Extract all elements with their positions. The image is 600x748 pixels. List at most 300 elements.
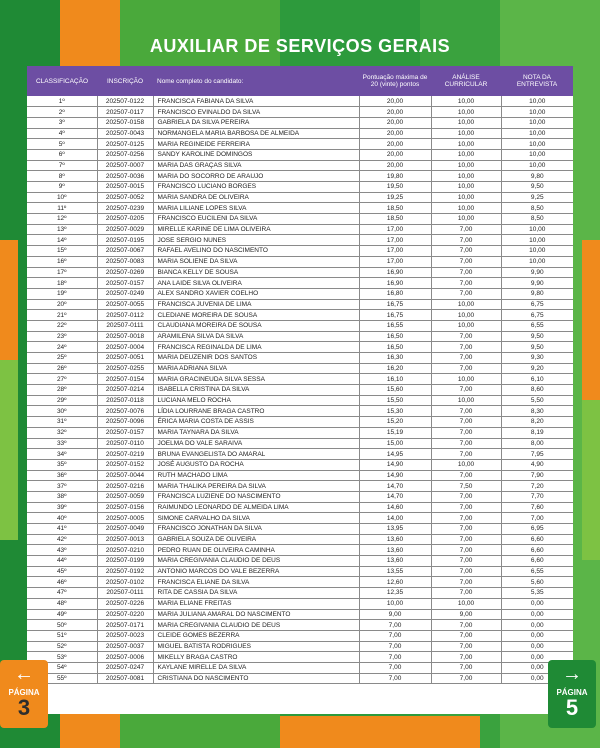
table-row xyxy=(27,417,573,428)
table-row xyxy=(27,331,573,342)
candidate-name-cell: FRANCISCA JUVENIA DE LIMA xyxy=(153,299,359,310)
registration-cell: 202507-0005 xyxy=(97,513,153,524)
curriculum-score-cell: 7,00 xyxy=(431,267,501,278)
registration-cell: 202507-0096 xyxy=(97,417,153,428)
candidate-name-cell: MARIA ADRIANA SILVA xyxy=(153,363,359,374)
table-row xyxy=(27,588,573,599)
rank-cell: 15º xyxy=(27,246,97,257)
table-row xyxy=(27,288,573,299)
total-score-cell: 19,80 xyxy=(359,171,431,182)
table-row xyxy=(27,566,573,577)
candidate-name-cell: RUTH MACHADO LIMA xyxy=(153,470,359,481)
registration-cell: 202507-0216 xyxy=(97,481,153,492)
curriculum-score-cell: 7,00 xyxy=(431,406,501,417)
table-row xyxy=(27,491,573,502)
candidate-name-cell: CLEDIANE MOREIRA DE SOUSA xyxy=(153,310,359,321)
table-row xyxy=(27,363,573,374)
candidate-name-cell: ARAMILENA SILVA DA SILVA xyxy=(153,331,359,342)
rank-cell: 51º xyxy=(27,630,97,641)
curriculum-score-cell: 7,00 xyxy=(431,673,501,684)
total-score-cell: 12,35 xyxy=(359,588,431,599)
table-row xyxy=(27,139,573,150)
total-score-cell: 7,00 xyxy=(359,620,431,631)
curriculum-score-cell: 7,00 xyxy=(431,556,501,567)
interview-score-cell: 4,90 xyxy=(501,459,573,470)
table-row xyxy=(27,652,573,663)
interview-score-cell: 9,20 xyxy=(501,363,573,374)
registration-cell: 202507-0102 xyxy=(97,577,153,588)
registration-cell: 202507-0067 xyxy=(97,246,153,257)
curriculum-score-cell: 10,00 xyxy=(431,320,501,331)
registration-cell: 202507-0015 xyxy=(97,182,153,193)
interview-score-cell: 0,00 xyxy=(501,609,573,620)
rank-cell: 37º xyxy=(27,481,97,492)
total-score-cell: 18,50 xyxy=(359,203,431,214)
candidate-name-cell: FRANCISCO LUCIANO BORGES xyxy=(153,182,359,193)
total-score-cell: 16,10 xyxy=(359,374,431,385)
total-score-cell: 15,50 xyxy=(359,395,431,406)
registration-cell: 202507-0052 xyxy=(97,192,153,203)
registration-cell: 202507-0157 xyxy=(97,427,153,438)
interview-score-cell: 10,00 xyxy=(501,160,573,171)
candidate-name-cell: FRANCISCA FABIANA DA SILVA xyxy=(153,96,359,107)
total-score-cell: 16,50 xyxy=(359,331,431,342)
curriculum-score-cell: 10,00 xyxy=(431,96,501,107)
candidate-name-cell: MIRELLE KARINE DE LIMA OLIVEIRA xyxy=(153,224,359,235)
registration-cell: 202507-0117 xyxy=(97,107,153,118)
rank-cell: 48º xyxy=(27,598,97,609)
total-score-cell: 19,50 xyxy=(359,182,431,193)
table-row xyxy=(27,449,573,460)
registration-cell: 202507-0192 xyxy=(97,566,153,577)
interview-score-cell: 10,00 xyxy=(501,117,573,128)
candidate-name-cell: JOSÉ AUGUSTO DA ROCHA xyxy=(153,459,359,470)
interview-score-cell: 0,00 xyxy=(501,630,573,641)
total-score-cell: 9,00 xyxy=(359,609,431,620)
curriculum-score-cell: 7,00 xyxy=(431,545,501,556)
candidate-name-cell: MARIA REGINEIDE FERREIRA xyxy=(153,139,359,150)
registration-cell: 202507-0081 xyxy=(97,673,153,684)
table-row xyxy=(27,342,573,353)
curriculum-score-cell: 7,00 xyxy=(431,620,501,631)
table-row xyxy=(27,556,573,567)
candidate-name-cell: MARIA DO SOCORRO DE ARAUJO xyxy=(153,171,359,182)
interview-score-cell: 9,30 xyxy=(501,353,573,364)
interview-score-cell: 8,30 xyxy=(501,406,573,417)
rank-cell: 5º xyxy=(27,139,97,150)
rank-cell: 24º xyxy=(27,342,97,353)
next-page-label: PÁGINA xyxy=(556,688,588,697)
curriculum-score-cell: 7,00 xyxy=(431,417,501,428)
candidate-name-cell: KAYLANE MIRELLE DA SILVA xyxy=(153,662,359,673)
arrow-left-icon: ← xyxy=(14,663,34,685)
interview-score-cell: 8,50 xyxy=(501,214,573,225)
table-row xyxy=(27,385,573,396)
registration-cell: 202507-0055 xyxy=(97,299,153,310)
registration-cell: 202507-0110 xyxy=(97,438,153,449)
interview-score-cell: 10,00 xyxy=(501,235,573,246)
registration-cell: 202507-0214 xyxy=(97,385,153,396)
total-score-cell: 7,00 xyxy=(359,630,431,641)
rank-cell: 53º xyxy=(27,652,97,663)
curriculum-score-cell: 10,00 xyxy=(431,128,501,139)
interview-score-cell: 6,60 xyxy=(501,545,573,556)
registration-cell: 202507-0220 xyxy=(97,609,153,620)
total-score-cell: 16,80 xyxy=(359,288,431,299)
registration-cell: 202507-0059 xyxy=(97,491,153,502)
total-score-cell: 13,60 xyxy=(359,545,431,556)
curriculum-score-cell: 10,00 xyxy=(431,192,501,203)
candidate-name-cell: MARIA ELIANE FREITAS xyxy=(153,598,359,609)
total-score-cell: 13,95 xyxy=(359,524,431,535)
curriculum-score-cell: 10,00 xyxy=(431,374,501,385)
registration-cell: 202507-0004 xyxy=(97,342,153,353)
registration-cell: 202507-0007 xyxy=(97,160,153,171)
candidate-name-cell: MARIA DAS GRAÇAS SILVA xyxy=(153,160,359,171)
interview-score-cell: 9,50 xyxy=(501,342,573,353)
column-header: CLASSIFICAÇÃO xyxy=(35,77,88,85)
page-title: AUXILIAR DE SERVIÇOS GERAIS xyxy=(149,36,451,56)
candidate-name-cell: MARIA CREGIVANIA CLAUDIO DE DEUS xyxy=(153,620,359,631)
table-row xyxy=(27,438,573,449)
registration-cell: 202507-0195 xyxy=(97,235,153,246)
interview-score-cell: 9,90 xyxy=(501,267,573,278)
rank-cell: 40º xyxy=(27,513,97,524)
rank-cell: 31º xyxy=(27,417,97,428)
total-score-cell: 15,20 xyxy=(359,417,431,428)
candidate-name-cell: NORMANGELA MARIA BARBOSA DE ALMEIDA xyxy=(153,128,359,139)
total-score-cell: 7,00 xyxy=(359,662,431,673)
total-score-cell: 16,50 xyxy=(359,342,431,353)
rank-cell: 23º xyxy=(27,331,97,342)
rank-cell: 19º xyxy=(27,288,97,299)
rank-cell: 27º xyxy=(27,374,97,385)
rank-cell: 3º xyxy=(27,117,97,128)
interview-score-cell: 6,95 xyxy=(501,524,573,535)
total-score-cell: 16,90 xyxy=(359,278,431,289)
interview-score-cell: 6,60 xyxy=(501,556,573,567)
table-row xyxy=(27,117,573,128)
total-score-cell: 7,00 xyxy=(359,673,431,684)
rank-cell: 49º xyxy=(27,609,97,620)
candidate-name-cell: FRANCISCA ELIANE DA SILVA xyxy=(153,577,359,588)
total-score-cell: 13,55 xyxy=(359,566,431,577)
curriculum-score-cell: 7,00 xyxy=(431,256,501,267)
curriculum-score-cell: 10,00 xyxy=(431,310,501,321)
registration-cell: 202507-0049 xyxy=(97,524,153,535)
interview-score-cell: 6,55 xyxy=(501,320,573,331)
curriculum-score-cell: 10,00 xyxy=(431,299,501,310)
candidate-name-cell: ÉRICA MARIA COSTA DE ASSIS xyxy=(153,417,359,428)
curriculum-score-cell: 7,00 xyxy=(431,331,501,342)
rank-cell: 38º xyxy=(27,491,97,502)
rank-cell: 47º xyxy=(27,588,97,599)
registration-cell: 202507-0023 xyxy=(97,630,153,641)
curriculum-score-cell: 7,00 xyxy=(431,566,501,577)
total-score-cell: 17,00 xyxy=(359,256,431,267)
registration-cell: 202507-0111 xyxy=(97,320,153,331)
curriculum-score-cell: 7,50 xyxy=(431,481,501,492)
rank-cell: 46º xyxy=(27,577,97,588)
candidate-name-cell: MARIA GRACINEUDA SILVA SESSA xyxy=(153,374,359,385)
interview-score-cell: 0,00 xyxy=(501,641,573,652)
curriculum-score-cell: 7,00 xyxy=(431,342,501,353)
table-row xyxy=(27,577,573,588)
prev-page-button[interactable] xyxy=(0,660,48,728)
table-row xyxy=(27,160,573,171)
curriculum-score-cell: 7,00 xyxy=(431,513,501,524)
total-score-cell: 20,00 xyxy=(359,160,431,171)
table-row xyxy=(27,395,573,406)
registration-cell: 202507-0152 xyxy=(97,459,153,470)
candidate-name-cell: MARIA JULIANA AMARAL DO NASCIMENTO xyxy=(153,609,359,620)
total-score-cell: 14,90 xyxy=(359,470,431,481)
table-row xyxy=(27,107,573,118)
candidate-name-cell: MARIA LILIANE LOPES SILVA xyxy=(153,203,359,214)
total-score-cell: 17,00 xyxy=(359,246,431,257)
candidate-name-cell: FRANCISCA REGINALDA DE LIMA xyxy=(153,342,359,353)
registration-cell: 202507-0154 xyxy=(97,374,153,385)
curriculum-score-cell: 10,00 xyxy=(431,139,501,150)
curriculum-score-cell: 10,00 xyxy=(431,107,501,118)
registration-cell: 202507-0118 xyxy=(97,395,153,406)
table-row xyxy=(27,662,573,673)
table-row xyxy=(27,310,573,321)
candidate-name-cell: LÍDIA LOURRANE BRAGA CASTRO xyxy=(153,406,359,417)
interview-score-cell: 10,00 xyxy=(501,107,573,118)
interview-score-cell: 9,50 xyxy=(501,331,573,342)
rank-cell: 32º xyxy=(27,427,97,438)
interview-score-cell: 10,00 xyxy=(501,246,573,257)
rank-cell: 21º xyxy=(27,310,97,321)
rank-cell: 26º xyxy=(27,363,97,374)
candidate-name-cell: LUCIANA MELO ROCHA xyxy=(153,395,359,406)
rank-cell: 7º xyxy=(27,160,97,171)
rank-cell: 11º xyxy=(27,203,97,214)
total-score-cell: 10,00 xyxy=(359,598,431,609)
interview-score-cell: 10,00 xyxy=(501,139,573,150)
table-row xyxy=(27,267,573,278)
table-row xyxy=(27,481,573,492)
interview-score-cell: 8,50 xyxy=(501,203,573,214)
rank-cell: 33º xyxy=(27,438,97,449)
curriculum-score-cell: 7,00 xyxy=(431,224,501,235)
registration-cell: 202507-0006 xyxy=(97,652,153,663)
table-row xyxy=(27,406,573,417)
registration-cell: 202507-0036 xyxy=(97,171,153,182)
results-table-card xyxy=(27,66,573,714)
rank-cell: 13º xyxy=(27,224,97,235)
candidate-name-cell: MARIA TAYNARA DA SILVA xyxy=(153,427,359,438)
registration-cell: 202507-0043 xyxy=(97,128,153,139)
registration-cell: 202507-0037 xyxy=(97,641,153,652)
curriculum-score-cell: 10,00 xyxy=(431,160,501,171)
table-row xyxy=(27,630,573,641)
curriculum-score-cell: 7,00 xyxy=(431,577,501,588)
candidate-name-cell: ALEX SANDRO XAVIER COELHO xyxy=(153,288,359,299)
rank-cell: 28º xyxy=(27,385,97,396)
curriculum-score-cell: 7,00 xyxy=(431,534,501,545)
candidate-name-cell: MARIA DEUZENIR DOS SANTOS xyxy=(153,353,359,364)
interview-score-cell: 7,95 xyxy=(501,449,573,460)
interview-score-cell: 8,00 xyxy=(501,438,573,449)
rank-cell: 41º xyxy=(27,524,97,535)
total-score-cell: 13,60 xyxy=(359,534,431,545)
candidate-name-cell: SANDY KAROLINE DOMINGOS xyxy=(153,149,359,160)
interview-score-cell: 6,10 xyxy=(501,374,573,385)
interview-score-cell: 0,00 xyxy=(501,662,573,673)
registration-cell: 202507-0158 xyxy=(97,117,153,128)
total-score-cell: 20,00 xyxy=(359,128,431,139)
rank-cell: 1º xyxy=(27,96,97,107)
rank-cell: 18º xyxy=(27,278,97,289)
registration-cell: 202507-0199 xyxy=(97,556,153,567)
rank-cell: 17º xyxy=(27,267,97,278)
rank-cell: 4º xyxy=(27,128,97,139)
registration-cell: 202507-0239 xyxy=(97,203,153,214)
table-row xyxy=(27,374,573,385)
candidate-name-cell: MARIA THALIKA PEREIRA DA SILVA xyxy=(153,481,359,492)
interview-score-cell: 6,60 xyxy=(501,534,573,545)
registration-cell: 202507-0269 xyxy=(97,267,153,278)
curriculum-score-cell: 7,00 xyxy=(431,652,501,663)
curriculum-score-cell: 9,00 xyxy=(431,609,501,620)
registration-cell: 202507-0018 xyxy=(97,331,153,342)
prev-page-number: 3 xyxy=(17,695,31,720)
total-score-cell: 15,30 xyxy=(359,406,431,417)
interview-score-cell: 9,80 xyxy=(501,288,573,299)
curriculum-score-cell: 7,00 xyxy=(431,630,501,641)
candidate-name-cell: MIKELLY BRAGA CASTRO xyxy=(153,652,359,663)
curriculum-score-cell: 7,00 xyxy=(431,588,501,599)
column-header: NOTA DA ENTREVISTA xyxy=(516,74,558,88)
interview-score-cell: 6,75 xyxy=(501,299,573,310)
curriculum-score-cell: 7,00 xyxy=(431,427,501,438)
curriculum-score-cell: 7,00 xyxy=(431,641,501,652)
curriculum-score-cell: 10,00 xyxy=(431,171,501,182)
table-row xyxy=(27,256,573,267)
interview-score-cell: 5,60 xyxy=(501,577,573,588)
rank-cell: 34º xyxy=(27,449,97,460)
interview-score-cell: 7,70 xyxy=(501,491,573,502)
rank-cell: 10º xyxy=(27,192,97,203)
total-score-cell: 14,70 xyxy=(359,481,431,492)
interview-score-cell: 5,35 xyxy=(501,588,573,599)
rank-cell: 9º xyxy=(27,182,97,193)
candidate-name-cell: MIGUEL BATISTA RODRIGUES xyxy=(153,641,359,652)
total-score-cell: 7,00 xyxy=(359,652,431,663)
interview-score-cell: 6,55 xyxy=(501,566,573,577)
curriculum-score-cell: 10,00 xyxy=(431,203,501,214)
interview-score-cell: 9,90 xyxy=(501,278,573,289)
table-row xyxy=(27,459,573,470)
rank-cell: 29º xyxy=(27,395,97,406)
rank-cell: 54º xyxy=(27,662,97,673)
curriculum-score-cell: 10,00 xyxy=(431,459,501,470)
registration-cell: 202507-0029 xyxy=(97,224,153,235)
registration-cell: 202507-0226 xyxy=(97,598,153,609)
interview-score-cell: 9,25 xyxy=(501,192,573,203)
candidate-name-cell: MARIA CREGIVANIA CLAUDIO DE DEUS xyxy=(153,556,359,567)
table-row xyxy=(27,609,573,620)
registration-cell: 202507-0122 xyxy=(97,96,153,107)
registration-cell: 202507-0210 xyxy=(97,545,153,556)
total-score-cell: 16,20 xyxy=(359,363,431,374)
registration-cell: 202507-0051 xyxy=(97,353,153,364)
curriculum-score-cell: 7,00 xyxy=(431,363,501,374)
registration-cell: 202507-0247 xyxy=(97,662,153,673)
registration-cell: 202507-0013 xyxy=(97,534,153,545)
total-score-cell: 13,60 xyxy=(359,556,431,567)
interview-score-cell: 6,75 xyxy=(501,310,573,321)
curriculum-score-cell: 10,00 xyxy=(431,182,501,193)
rank-cell: 43º xyxy=(27,545,97,556)
registration-cell: 202507-0125 xyxy=(97,139,153,150)
total-score-cell: 15,19 xyxy=(359,427,431,438)
column-header: ANÁLISE CURRICULAR xyxy=(444,74,488,88)
total-score-cell: 15,60 xyxy=(359,385,431,396)
total-score-cell: 12,60 xyxy=(359,577,431,588)
arrow-right-icon: → xyxy=(562,663,582,685)
rank-cell: 12º xyxy=(27,214,97,225)
rank-cell: 55º xyxy=(27,673,97,684)
candidate-name-cell: BRUNA EVANGELISTA DO AMARAL xyxy=(153,449,359,460)
total-score-cell: 20,00 xyxy=(359,139,431,150)
candidate-name-cell: FRANCISCO EVINALDO DA SILVA xyxy=(153,107,359,118)
total-score-cell: 16,75 xyxy=(359,310,431,321)
candidate-name-cell: CLEIDE GOMES BEZERRA xyxy=(153,630,359,641)
registration-cell: 202507-0219 xyxy=(97,449,153,460)
interview-score-cell: 10,00 xyxy=(501,149,573,160)
interview-score-cell: 0,00 xyxy=(501,620,573,631)
curriculum-score-cell: 7,00 xyxy=(431,438,501,449)
table-row xyxy=(27,128,573,139)
registration-cell: 202507-0255 xyxy=(97,363,153,374)
registration-cell: 202507-0111 xyxy=(97,588,153,599)
rank-cell: 14º xyxy=(27,235,97,246)
table-row xyxy=(27,534,573,545)
table-row xyxy=(27,673,573,684)
interview-score-cell: 7,00 xyxy=(501,513,573,524)
interview-score-cell: 7,90 xyxy=(501,470,573,481)
rank-cell: 45º xyxy=(27,566,97,577)
candidate-name-cell: JOSE SERGIO NUNES xyxy=(153,235,359,246)
rank-cell: 42º xyxy=(27,534,97,545)
interview-score-cell: 8,60 xyxy=(501,385,573,396)
candidate-name-cell: RITA DE CASSIA DA SILVA xyxy=(153,588,359,599)
rank-cell: 39º xyxy=(27,502,97,513)
registration-cell: 202507-0157 xyxy=(97,278,153,289)
column-header: Nome completo do candidato: xyxy=(157,77,244,85)
total-score-cell: 14,90 xyxy=(359,459,431,470)
rank-cell: 44º xyxy=(27,556,97,567)
registration-cell: 202507-0249 xyxy=(97,288,153,299)
candidate-name-cell: JOELMA DO VALE SARAIVA xyxy=(153,438,359,449)
total-score-cell: 19,25 xyxy=(359,192,431,203)
next-page-button[interactable] xyxy=(548,660,596,728)
candidate-name-cell: RAFAEL AVELINO DO NASCIMENTO xyxy=(153,246,359,257)
curriculum-score-cell: 10,00 xyxy=(431,598,501,609)
curriculum-score-cell: 7,00 xyxy=(431,288,501,299)
rank-cell: 2º xyxy=(27,107,97,118)
curriculum-score-cell: 7,00 xyxy=(431,470,501,481)
interview-score-cell: 0,00 xyxy=(501,598,573,609)
table-row xyxy=(27,353,573,364)
interview-score-cell: 7,60 xyxy=(501,502,573,513)
results-table xyxy=(27,66,573,684)
rank-cell: 25º xyxy=(27,353,97,364)
table-row xyxy=(27,299,573,310)
